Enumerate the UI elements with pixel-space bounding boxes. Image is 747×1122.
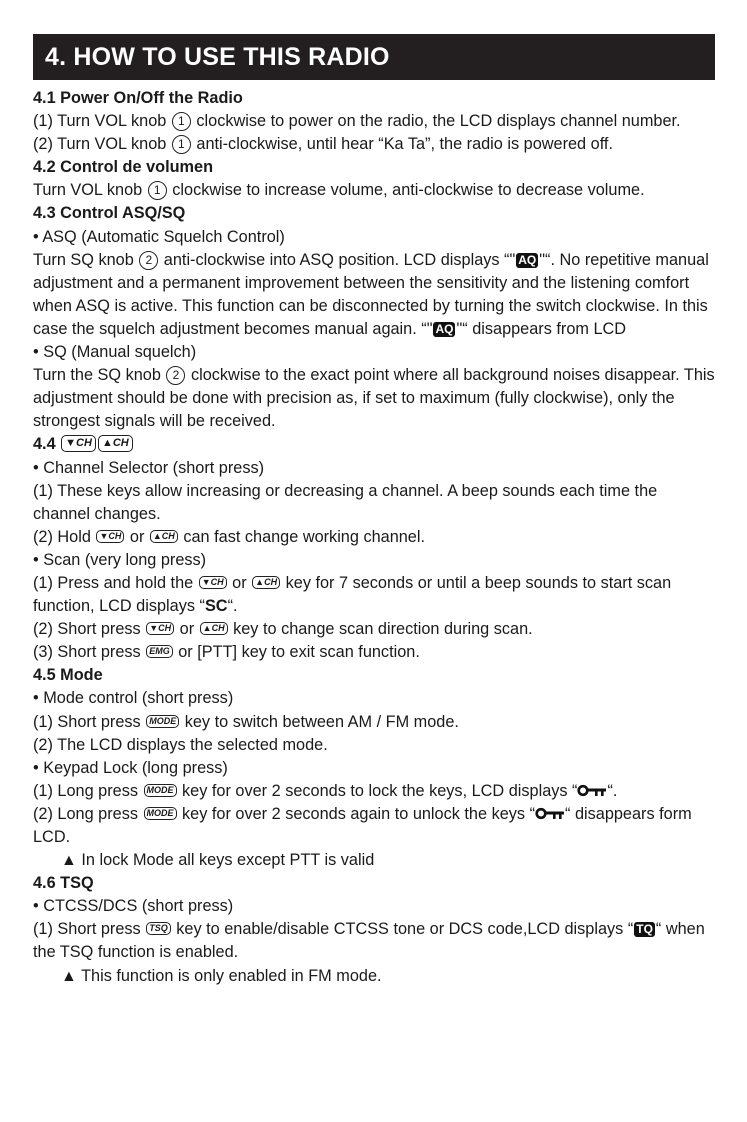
warning-icon: ▲: [61, 967, 77, 985]
section-content: [33, 80, 715, 988]
knob-2-icon: 2: [139, 251, 158, 270]
para-4-1-2: (2) Turn VOL knob 1 anti-clockwise, until hear “Ka Ta”, the radio is powered off.: [33, 135, 613, 154]
ch-up-key-icon: ▲CH: [252, 576, 280, 589]
heading-4-4: 4.4 ▼CH ▲CH: [33, 433, 715, 456]
heading-4-2: 4.2 Control de volumen: [33, 158, 214, 177]
section-title: 4. HOW TO USE THIS RADIO: [45, 42, 390, 71]
lock-note: ▲ In lock Mode all keys except PTT is valid: [61, 851, 375, 870]
ctcss-title: • CTCSS/DCS (short press): [33, 897, 234, 916]
knob-1-icon: 1: [172, 135, 191, 154]
ch-up-key-icon: ▲CH: [200, 622, 228, 635]
tq-lcd-icon: TQ: [636, 922, 653, 937]
knob-2-icon: 2: [166, 366, 185, 385]
asq-lcd-icon: AQ: [518, 252, 537, 267]
sq-title: • SQ (Manual squelch): [33, 343, 197, 362]
mode-control-title: • Mode control (short press): [33, 689, 234, 708]
para-4-1-1: (1) Turn VOL knob 1 clockwise to power on the radio, the LCD displays channel number.: [33, 112, 681, 131]
para-scan-2: (2) Short press ▼CH or ▲CH key to change scan direction during scan.: [33, 620, 533, 639]
para-tsq-1: (1) Short press TSQ key to enable/disable CTCSS tone or DCS code,LCD displays “ TQ “ when the TSQ function is enabled.: [33, 920, 705, 962]
para-scan-3: (3) Short press EMG or [PTT] key to exit scan function.: [33, 643, 420, 662]
asq-lcd-icon: AQ: [435, 321, 454, 336]
heading-4-3: 4.3 Control ASQ/SQ: [33, 204, 186, 223]
mode-key-icon: MODE: [144, 807, 177, 820]
scan-code: SC: [204, 597, 228, 616]
mode-key-icon: MODE: [146, 715, 179, 728]
section-banner: [33, 34, 715, 80]
key-lock-icon: [535, 807, 565, 820]
knob-1-icon: 1: [172, 112, 191, 131]
asq-title: • ASQ (Automatic Squelch Control): [33, 227, 285, 246]
para-cs-2: (2) Hold ▼CH or ▲CH can fast change working channel.: [33, 527, 425, 546]
heading-4-6: 4.6 TSQ: [33, 874, 94, 893]
para-scan-1: (1) Press and hold the ▼CH or ▲CH key for 7 seconds or until a beep sounds to start scan function, LCD displays “SC“.: [33, 573, 672, 616]
knob-1-icon: 1: [148, 181, 167, 200]
emg-key-icon: EMG: [146, 645, 173, 658]
heading-4-5: 4.5 Mode: [33, 666, 103, 685]
para-4-2: Turn VOL knob 1 clockwise to increase volume, anti-clockwise to decrease volume.: [33, 181, 645, 200]
para-lock-1: (1) Long press MODE key for over 2 seconds to lock the keys, LCD displays “ “.: [33, 781, 618, 800]
para-mode-1: (1) Short press MODE key to switch between AM / FM mode.: [33, 712, 459, 731]
mode-key-icon: MODE: [144, 784, 177, 797]
keypad-lock-title: • Keypad Lock (long press): [33, 758, 228, 777]
para-mode-2: (2) The LCD displays the selected mode.: [33, 735, 328, 754]
para-sq: Turn the SQ knob 2 clockwise to the exact point where all background noises disappear. This adjustment should be done with precision as, if set to maximum (fully clockwise), only the strongest signals will be received.: [33, 366, 715, 431]
fm-note: ▲ This function is only enabled in FM mode.: [61, 966, 382, 985]
heading-4-1: 4.1 Power On/Off the Radio: [33, 89, 243, 107]
ch-down-key-icon: ▼CH: [146, 622, 174, 635]
scan-title: • Scan (very long press): [33, 550, 207, 569]
tsq-key-icon: TSQ: [146, 922, 171, 935]
manual-page: [33, 34, 715, 988]
para-asq: Turn SQ knob 2 anti-clockwise into ASQ position. LCD displays “" AQ "“. No repetitive manual adjustment and a permanent improvement between the sensitivity and the listening comfort when ASQ is active. This function can be disconnected by turning the switch clockwise. In this case the squelch adjustment becomes manual again. “" AQ "“ disappears from LCD: [33, 250, 709, 338]
key-lock-icon: [577, 784, 607, 797]
ch-down-key-icon: ▼CH: [61, 435, 96, 452]
ch-up-key-icon: ▲CH: [150, 530, 178, 543]
para-lock-2: (2) Long press MODE key for over 2 seconds again to unlock the keys “ “ disappears form LCD.: [33, 804, 692, 846]
ch-down-key-icon: ▼CH: [199, 576, 227, 589]
ch-down-key-icon: ▼CH: [96, 530, 124, 543]
warning-icon: ▲: [61, 852, 77, 870]
para-cs-1: (1) These keys allow increasing or decreasing a channel. A beep sounds each time the channel changes.: [33, 481, 658, 523]
channel-selector-title: • Channel Selector (short press): [33, 458, 265, 477]
ch-up-key-icon: ▲CH: [98, 435, 133, 452]
